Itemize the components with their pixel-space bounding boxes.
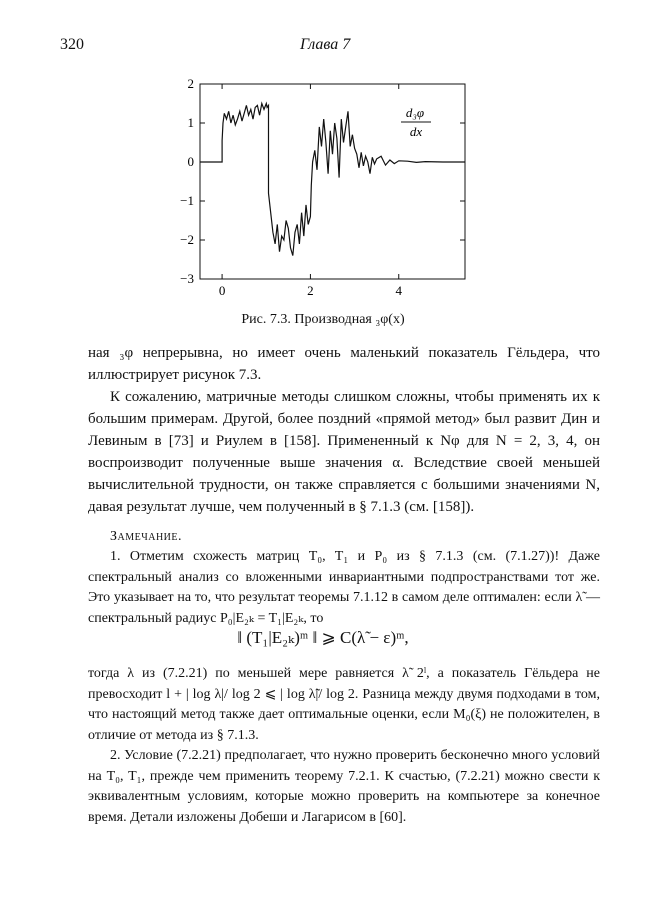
- y-tick-label: 2: [187, 76, 194, 91]
- x-tick-label: 4: [395, 283, 402, 297]
- page-number: 320: [60, 36, 84, 53]
- remark-2: 2. Условие (7.2.21) предполагает, что нужно проверить бесконечно много условий на T₀, T₁, прежде чем применить теорему 7.2.1. К счастью, (7.2.21) можно свести к эквивалентным условиям, которые можно проверить на компьютере за конечное время. Детали изложены Добеши и Лагарисом в [60].: [88, 748, 600, 825]
- paragraph-1: ная ₃φ непрерывна, но имеет очень маленький показатель Гёльдера, что иллюстрирует рисунок 7.3.: [88, 345, 600, 383]
- legend-numerator: d₃φ: [405, 105, 425, 120]
- y-tick-label: −2: [180, 232, 194, 247]
- legend-denominator: dx: [409, 124, 423, 139]
- norm-formula: ‖ (T₁|E₂ₖ)ᵐ ‖ ⩾ C(λ̃ − ε)ᵐ,: [237, 628, 409, 647]
- remark-label: Замечание.: [110, 529, 183, 544]
- y-tick-label: −3: [180, 271, 194, 286]
- series-line-0: [200, 104, 465, 256]
- remark-title: [88, 527, 600, 548]
- x-tick-label: 2: [307, 283, 314, 297]
- y-tick-label: 0: [187, 154, 194, 169]
- chapter-title: Глава 7: [300, 36, 351, 53]
- figure-caption: Рис. 7.3. Производная ₃φ(x): [241, 312, 405, 327]
- y-tick-label: −1: [180, 193, 194, 208]
- paragraph-2: К сожалению, матричные методы слишком сложны, чтобы применять их к большим примерам. Другой, более поздний «прямой метод» был развит Дин и Левиным в [73] и Риулем в [158]. Примененный к Nφ для N = 2, 3, 4, он воспроизводит полученные выше значения α. Вследствие своей меньшей вычислительной трудности, он также справляется с большими значениями N, давая результат лучше, чем полученный в § 7.1.3 (см. [158]).: [88, 389, 600, 515]
- y-tick-label: 1: [187, 115, 194, 130]
- x-tick-label: 0: [218, 283, 226, 297]
- remark-1: 1. Отметим схожесть матриц T₀, T₁ и P₀ из § 7.1.3 (см. (7.1.27))! Даже спектральный анализ со вложенными инвариантными подпространствами тот же. Это указывает на то, что результат теоремы 7.1.12 в самом деле оптимален: если λ̃ — спектральный радиус P₀|E₂ₖ = T₁|E₂ₖ, то: [88, 549, 600, 626]
- remark-1-continued: тогда λ из (7.2.21) по меньшей мере равняется λ̃ 2ˡ, а показатель Гёльдера не превосходит l + | log λ|/ log 2 ⩽ | log λ̃|/ log 2. Разница между двумя подходами в том, что настоящий метод также дает оптимальные оценки, если M₀(ξ) не положителен, в отличие от метода из § 7.1.3.: [88, 666, 600, 743]
- derivative-chart: [165, 72, 485, 297]
